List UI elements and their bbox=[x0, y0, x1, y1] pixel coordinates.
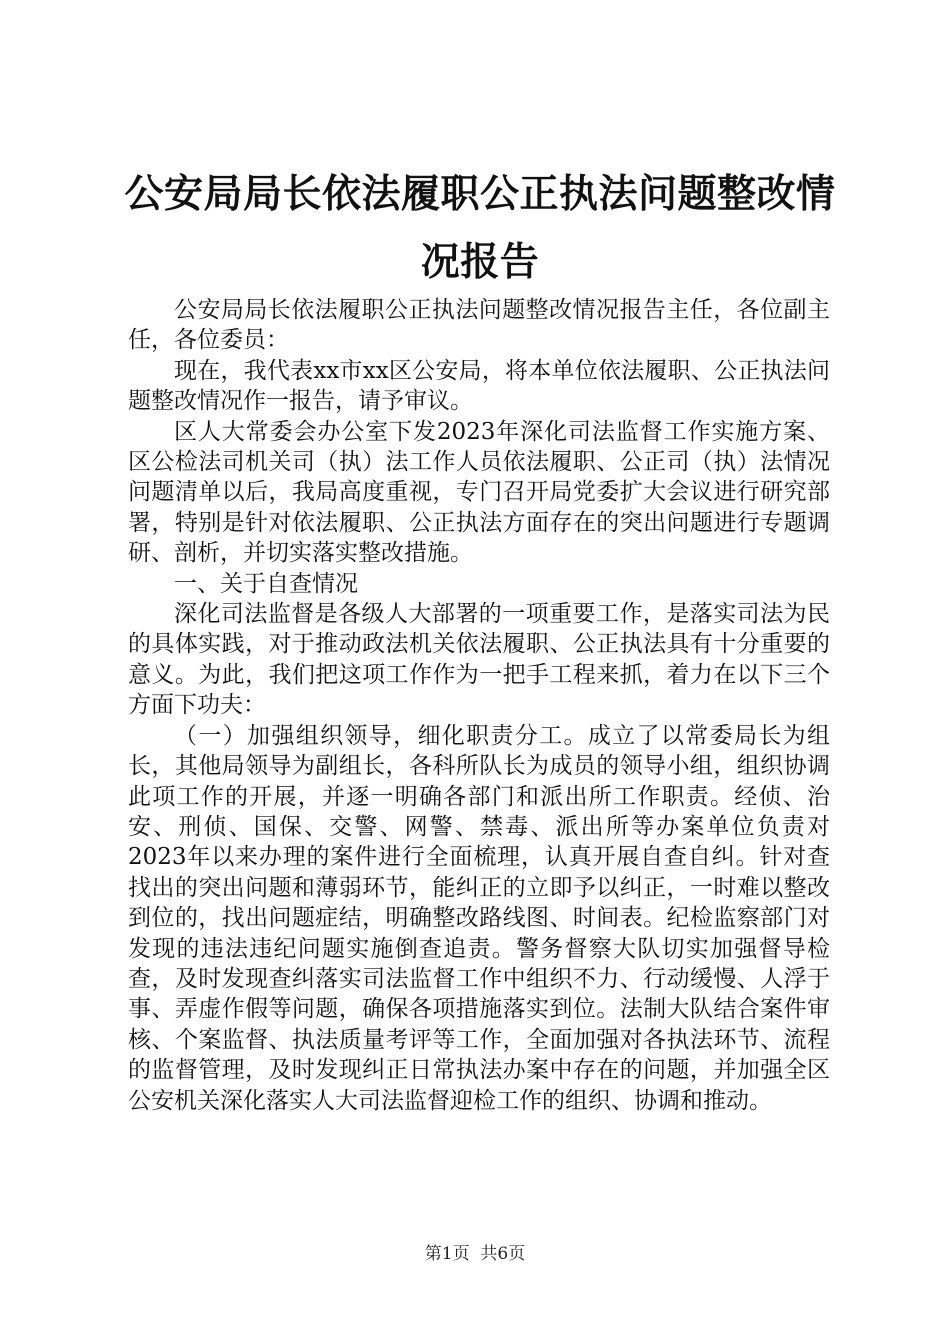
page-footer bbox=[0, 1243, 950, 1265]
paragraph-background: 区人大常委会办公室下发2023年深化司法监督工作实施方案、区公检法司机关司（执）法工作人员依法履职、公正司（执）法情况问题清单以后，我局高度重视，专门召开局党委扩大会议进行研究部署，特别是针对依法履职、公正执法方面存在的突出问题进行专题调研、剖析，并切实落实整改措施。 bbox=[128, 418, 830, 567]
page-total: 共6页 bbox=[480, 1244, 526, 1264]
document-title: 公安局局长依法履职公正执法问题整改情况报告 bbox=[124, 171, 836, 285]
paragraph-organization-leadership: （一）加强组织领导，细化职责分工。成立了以常委局长为组长，其他局领导为副组长，各科所队长为成员的领导小组，组织协调此项工作的开展，并逐一明确各部门和派出所工作职责。经侦、治安、刑侦、国保、交警、网警、禁毒、派出所等办案单位负责对2023年以来办理的案件进行全面梳理，认真开展自查自纠。针对查找出的突出问题和薄弱环节，能纠正的立即予以纠正，一时难以整改到位的，找出问题症结，明确整改路线图、时间表。纪检监察部门对发现的违法违纪问题实施倒查追责。警务督察大队切实加强督导检查，及时发现查纠落实司法监督工作中组织不力、行动缓慢、人浮于事、弄虚作假等问题，确保各项措施落实到位。法制大队结合案件审核、个案监督、执法质量考评等工作，全面加强对各执法环节、流程的监督管理，及时发现纠正日常执法办案中存在的问题，并加强全区公安机关深化落实人大司法监督迎检工作的组织、协调和推动。 bbox=[128, 722, 830, 1114]
paragraph-intro: 现在，我代表xx市xx区公安局，将本单位依法履职、公正执法问题整改情况作一报告，请予审议。 bbox=[128, 357, 830, 415]
paragraph-significance: 深化司法监督是各级人大部署的一项重要工作，是落实司法为民的具体实践，对于推动政法机关依法履职、公正执法具有十分重要的意义。为此，我们把这项工作作为一把手工程来抓，着力在以下三个方面下功夫： bbox=[128, 601, 830, 719]
page-number: 第1页 bbox=[424, 1244, 470, 1264]
paragraph-salutation: 公安局局长依法履职公正执法问题整改情况报告主任，各位副主任，各位委员： bbox=[128, 297, 830, 354]
section-heading-self-inspection: 一、关于自查情况 bbox=[174, 570, 358, 597]
document-body bbox=[128, 295, 830, 1116]
